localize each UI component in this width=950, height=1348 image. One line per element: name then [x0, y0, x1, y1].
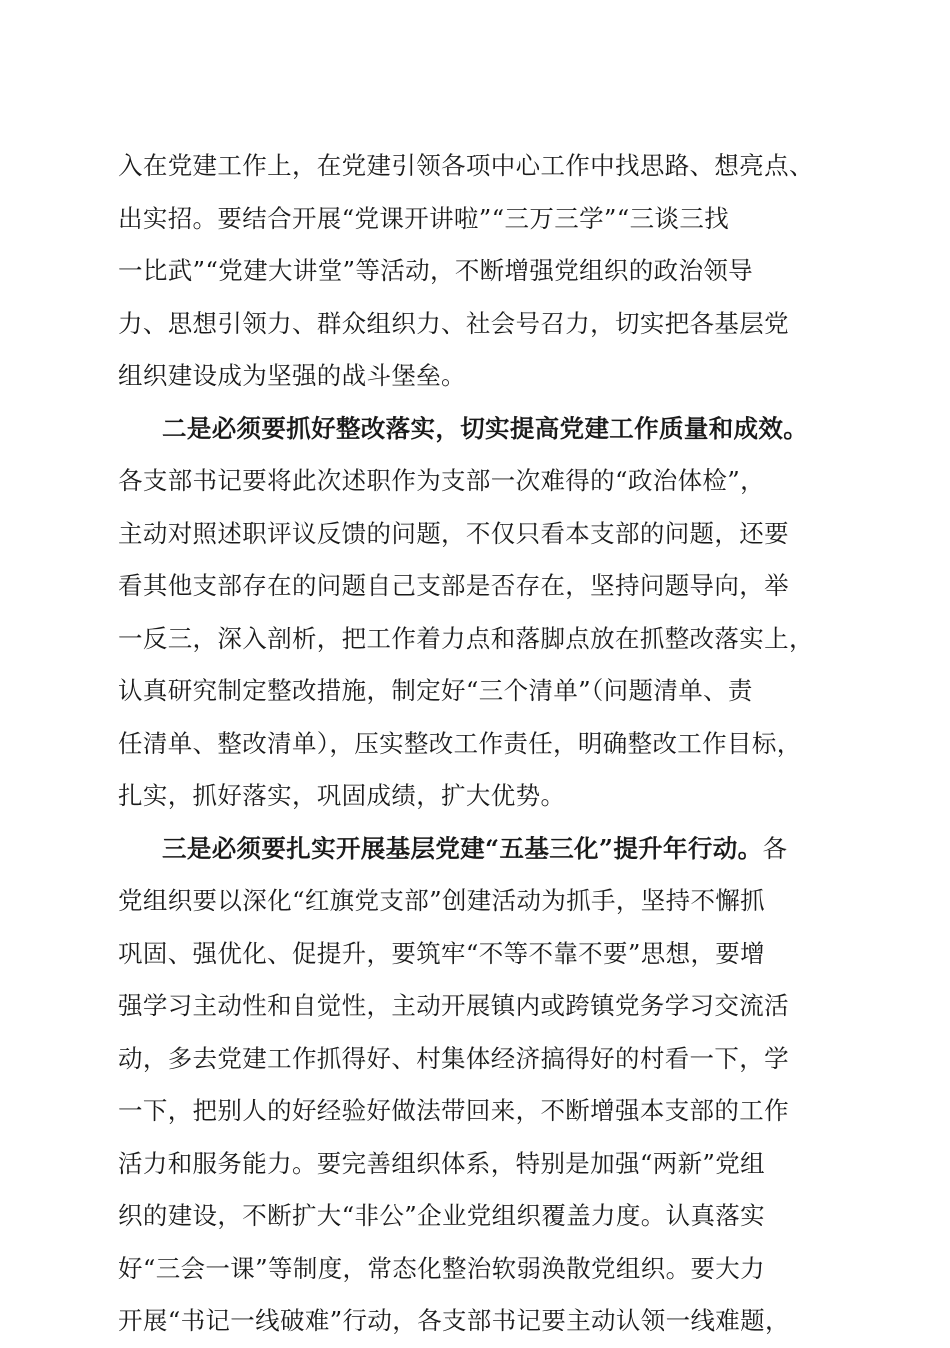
paragraph-2-line: 看其他支部存在的问题自己支部是否存在，坚持问题导向，举	[118, 571, 789, 600]
paragraph-2-line: 认真研究制定整改措施，制定好“三个清单”（问题清单、责	[118, 676, 753, 705]
paragraph-3-line: 织的建设，不断扩大“非公”企业党组织覆盖力度。认真落实	[118, 1201, 765, 1230]
paragraph-1	[118, 140, 843, 403]
paragraph-3-line: 活力和服务能力。要完善组织体系，特别是加强“两新”党组	[118, 1148, 765, 1178]
paragraph-3-line: 好“三会一课”等制度，常态化整治软弱涣散党组织。要大力	[118, 1253, 765, 1283]
paragraph-3-line: 一下，把别人的好经验好做法带回来，不断增强本支部的工作	[118, 1096, 789, 1125]
paragraph-1-line: 入在党建工作上，在党建引领各项中心工作中找思路、想亮点、	[118, 151, 814, 180]
paragraph-1-line: 出实招。要结合开展“党课开讲啦”“三万三学”“三谈三找	[118, 203, 730, 233]
paragraph-3-line: 党组织要以深化“红旗党支部”创建活动为抓手，坚持不懈抓	[118, 886, 765, 915]
paragraph-2-lead: 二是必须要抓好整改落实，切实提高党建工作质量和成效。	[162, 413, 809, 443]
paragraph-3-first-line	[118, 823, 843, 876]
paragraph-2-line: 扎实，抓好落实，巩固成绩，扩大优势。	[118, 781, 566, 810]
paragraph-3-line: 强学习主动性和自觉性，主动开展镇内或跨镇党务学习交流活	[118, 991, 789, 1020]
paragraph-3-lead-tail: 各	[762, 833, 788, 863]
paragraph-1-line: 组织建设成为坚强的战斗堡垒。	[118, 361, 466, 390]
document-body	[118, 140, 843, 1348]
paragraph-2-line: 主动对照述职评议反馈的问题，不仅只看本支部的问题，还要	[118, 518, 789, 548]
paragraph-1-line: 力、思想引领力、群众组织力、社会号召力，切实把各基层党	[118, 308, 789, 338]
paragraph-3-lead: 三是必须要扎实开展基层党建“五基三化”提升年行动。	[162, 833, 763, 863]
paragraph-2	[118, 403, 843, 823]
paragraph-1-line: 一比武”“党建大讲堂”等活动，不断增强党组织的政治领导	[118, 256, 754, 285]
paragraph-3	[118, 823, 843, 1348]
paragraph-2-line: 各支部书记要将此次述职作为支部一次难得的“政治体检”，	[118, 466, 765, 495]
paragraph-2-line: 一反三，深入剖析，把工作着力点和落脚点放在抓整改落实上，	[118, 623, 814, 653]
paragraph-3-line: 动，多去党建工作抓得好、村集体经济搞得好的村看一下，学	[118, 1043, 789, 1073]
paragraph-3-line: 开展“书记一线破难”行动，各支部书记要主动认领一线难题，	[118, 1306, 790, 1335]
paragraph-2-line: 任清单、整改清单），压实整改工作责任，明确整改工作目标，	[118, 728, 802, 758]
paragraph-3-line: 巩固、强优化、促提升，要筑牢“不等不靠不要”思想，要增	[118, 938, 765, 968]
